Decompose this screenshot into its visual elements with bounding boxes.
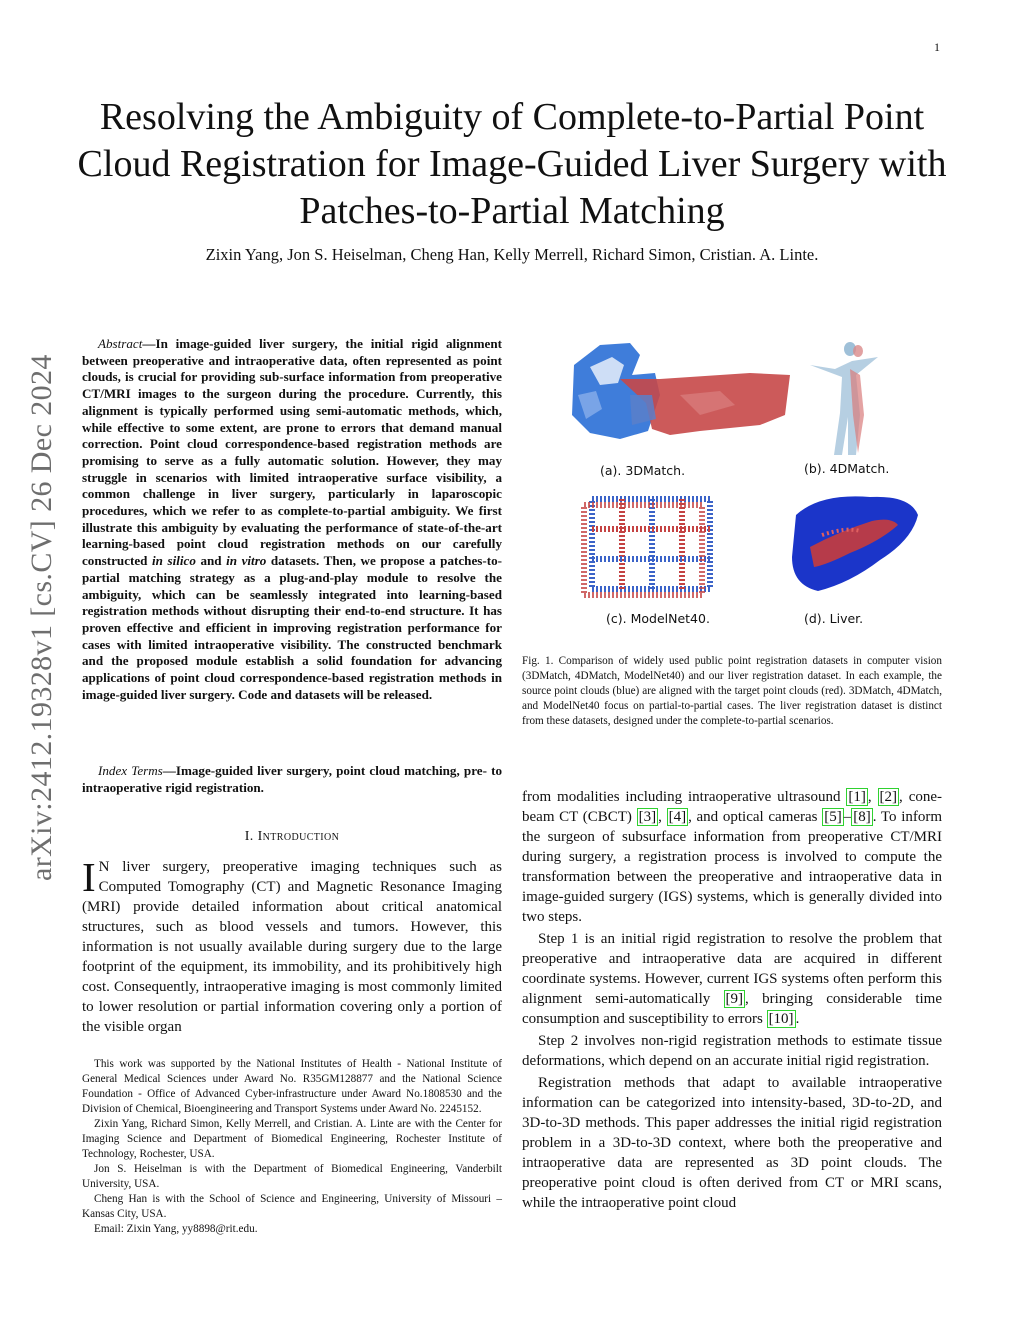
footnote-affiliation-vanderbilt: Jon S. Heiselman is with the Department of Biomedical Engineering, Vanderbilt University, USA. [82,1163,502,1190]
section-numeral: I. [244,829,254,844]
citation-10[interactable]: [10] [768,1011,794,1027]
paragraph-step2: Step 2 involves non-rigid registration methods to estimate tissue deformations, which depend on an accurate initial rigid registration. [522,1033,942,1069]
label-modelnet40: (c). ModelNet40. [606,611,710,626]
figure-1 [560,335,940,635]
label-3dmatch: (a). 3DMatch. [600,463,686,478]
paragraph-step1: Step 1 is an initial rigid registration to resolve the problem that preoperative and intraoperative data are acquired in different coordinate systems. However, current IGS systems often perform this alignment semi-automatically [9] , bringing considerable time consumption and susceptibility to errors [10] . [522,931,942,1027]
paper-title: Resolving the Ambiguity of Complete-to-Partial Point Cloud Registration for Image-Guided Liver Surgery with Patches-to-Partial Matching [77,96,947,232]
abstract-and: and [195,553,227,569]
citation-2[interactable]: [2] [879,789,898,805]
footnotes [82,1057,502,1237]
abstract-in-vitro: in vitro [226,553,267,569]
footnote-affiliation-rit: Zixin Yang, Richard Simon, Kelly Merrell, and Cristian. A. Linte are with the Center for Imaging Science and Department of Biomedical Engineering, Rochester Institute of Technology, Rochester, USA. [82,1118,502,1160]
footnote-funding: This work was supported by the National Institutes of Health - National Institute of General Medical Sciences under Award No. R35GM128877 and the National Science Foundation - Office of Advanced Cyber-infrastructure under Award No.1808530 and the Division of Chemical, Bioengineering and Transport Systems under Award No. 2245152. [82,1058,502,1115]
section-heading [82,829,502,845]
footnote-email: Email: Zixin Yang, yy8898@rit.edu. [94,1223,258,1235]
index-terms-label: Index Terms [98,763,163,778]
paragraph-modalities: from modalities including intraoperative ultrasound [1] , [2] , cone-beam CT (CBCT) [3] , [4] , and optical cameras [5] – [8] . To inform the surgeon of subsurface information from preoperative CT/MRI during surgery, a registration process is involved to compute the transformation between the preoperative and intraoperative data in image-guided surgery (IGS) systems, which is generally divided into two steps. [522,789,943,925]
panel-4dmatch-image [810,342,878,455]
drop-cap: I [82,854,96,900]
arxiv-identifier[interactable]: arXiv:2412.19328v1 [cs.CV] 26 Dec 2024 [25,354,58,881]
index-terms-text: —Image-guided liver surgery, point cloud matching, pre- to intraoperative rigid registration. [82,763,503,795]
citation-9[interactable]: [9] [725,991,744,1007]
figure-panels [560,335,940,635]
abstract-label: Abstract [98,336,143,351]
citation-8[interactable]: [8] [853,809,871,825]
paragraph-registration-methods: Registration methods that adapt to available intraoperative information can be categorized into intensity-based, 3D-to-2D, and 3D-to-3D methods. This paper addresses the initial rigid registration problem in a 3D-to-3D context, where both the preoperative and intraoperative data are represented as 3D point clouds. The preoperative point cloud is often derived from CT or MRI scans, while the intraoperative point cloud [522,1075,942,1211]
author-list: Zixin Yang, Jon S. Heiselman, Cheng Han, Kelly Merrell, Richard Simon, Cristian. A. Linte. [205,245,819,264]
citation-4[interactable]: [4] [668,809,687,825]
index-terms [82,763,502,796]
section-title: Introduction [257,829,340,844]
citation-1[interactable]: [1] [848,789,866,805]
panel-modelnet40-image [584,499,710,595]
abstract-text-1: —In image-guided liver surgery, the initial rigid alignment between preoperative and intraoperative data, often represented as point clouds, is crucial for providing sub-surface information from preoperative CT/MRI images to the surgeon during the procedure. Currently, this alignment is typically performed using semi-automatic methods, which, while effective to some extent, are prone to errors that demand manual correction. Point cloud correspondence-based registration methods are promising to serve as a fully automatic solution. However, they may struggle in scenarios with limited intraoperative surface visibility, a common challenge in liver surgery, particularly in laparoscopic procedures, which we refer to as complete-to-partial ambiguity. We first illustrate this ambiguity by evaluating the performance of state-of-the-art learning-based point cloud registration methods on our carefully constructed [82,336,502,569]
intro-paragraph [82,854,502,1037]
panel-3dmatch-image [572,343,790,439]
intro-text: N liver surgery, preoperative imaging techniques such as Computed Tomography (CT) and Magnetic Resonance Imaging (MRI) provide detailed information about critical anatomical structures, such as blood vessels and tumors. However, this information is not usually available during surgery due to the large footprint of the equipment, its immobility, and its prohibitively high cost. Consequently, intraoperative imaging is most commonly limited to lower resolution or partial information covering only a portion of the visible organ [82,859,502,1035]
citation-3[interactable]: [3] [638,809,657,825]
footnote-affiliation-missouri: Cheng Han is with the School of Science and Engineering, University of Missouri – Kansas City, USA. [82,1193,502,1220]
abstract-text-2: datasets. Then, we propose a patches-to-partial matching strategy as a plug-and-play module to resolve the ambiguity, which can be seamlessly integrated into learning-based registration methods without disrupting their end-to-end structure. It has proven effective and efficient in improving registration performance for cases with limited intraoperative visibility. The constructed benchmark and the proposed module establish a solid foundation for advancing applications of point cloud correspondence-based registration methods in image-guided liver surgery. Code and datasets will be released. [82,553,502,702]
figure-caption: Fig. 1. Comparison of widely used public point registration datasets in computer vision (3DMatch, 4DMatch, ModelNet40) and our liver registration dataset. In each example, the source point clouds (blue) are aligned with the target point clouds (red). 3DMatch, 4DMatch, and ModelNet40 focus on partial-to-partial cases. The liver registration dataset is distinct from these datasets, designed under the complete-to-partial scenarios. [522,655,942,727]
abstract [82,336,502,703]
page-number: 1 [934,40,940,54]
right-body-text [522,787,942,1215]
label-liver: (d). Liver. [804,611,864,626]
label-4dmatch: (b). 4DMatch. [804,461,890,476]
citation-5[interactable]: [5] [824,809,842,825]
abstract-in-silico: in silico [152,553,196,569]
panel-liver-image [792,496,918,591]
